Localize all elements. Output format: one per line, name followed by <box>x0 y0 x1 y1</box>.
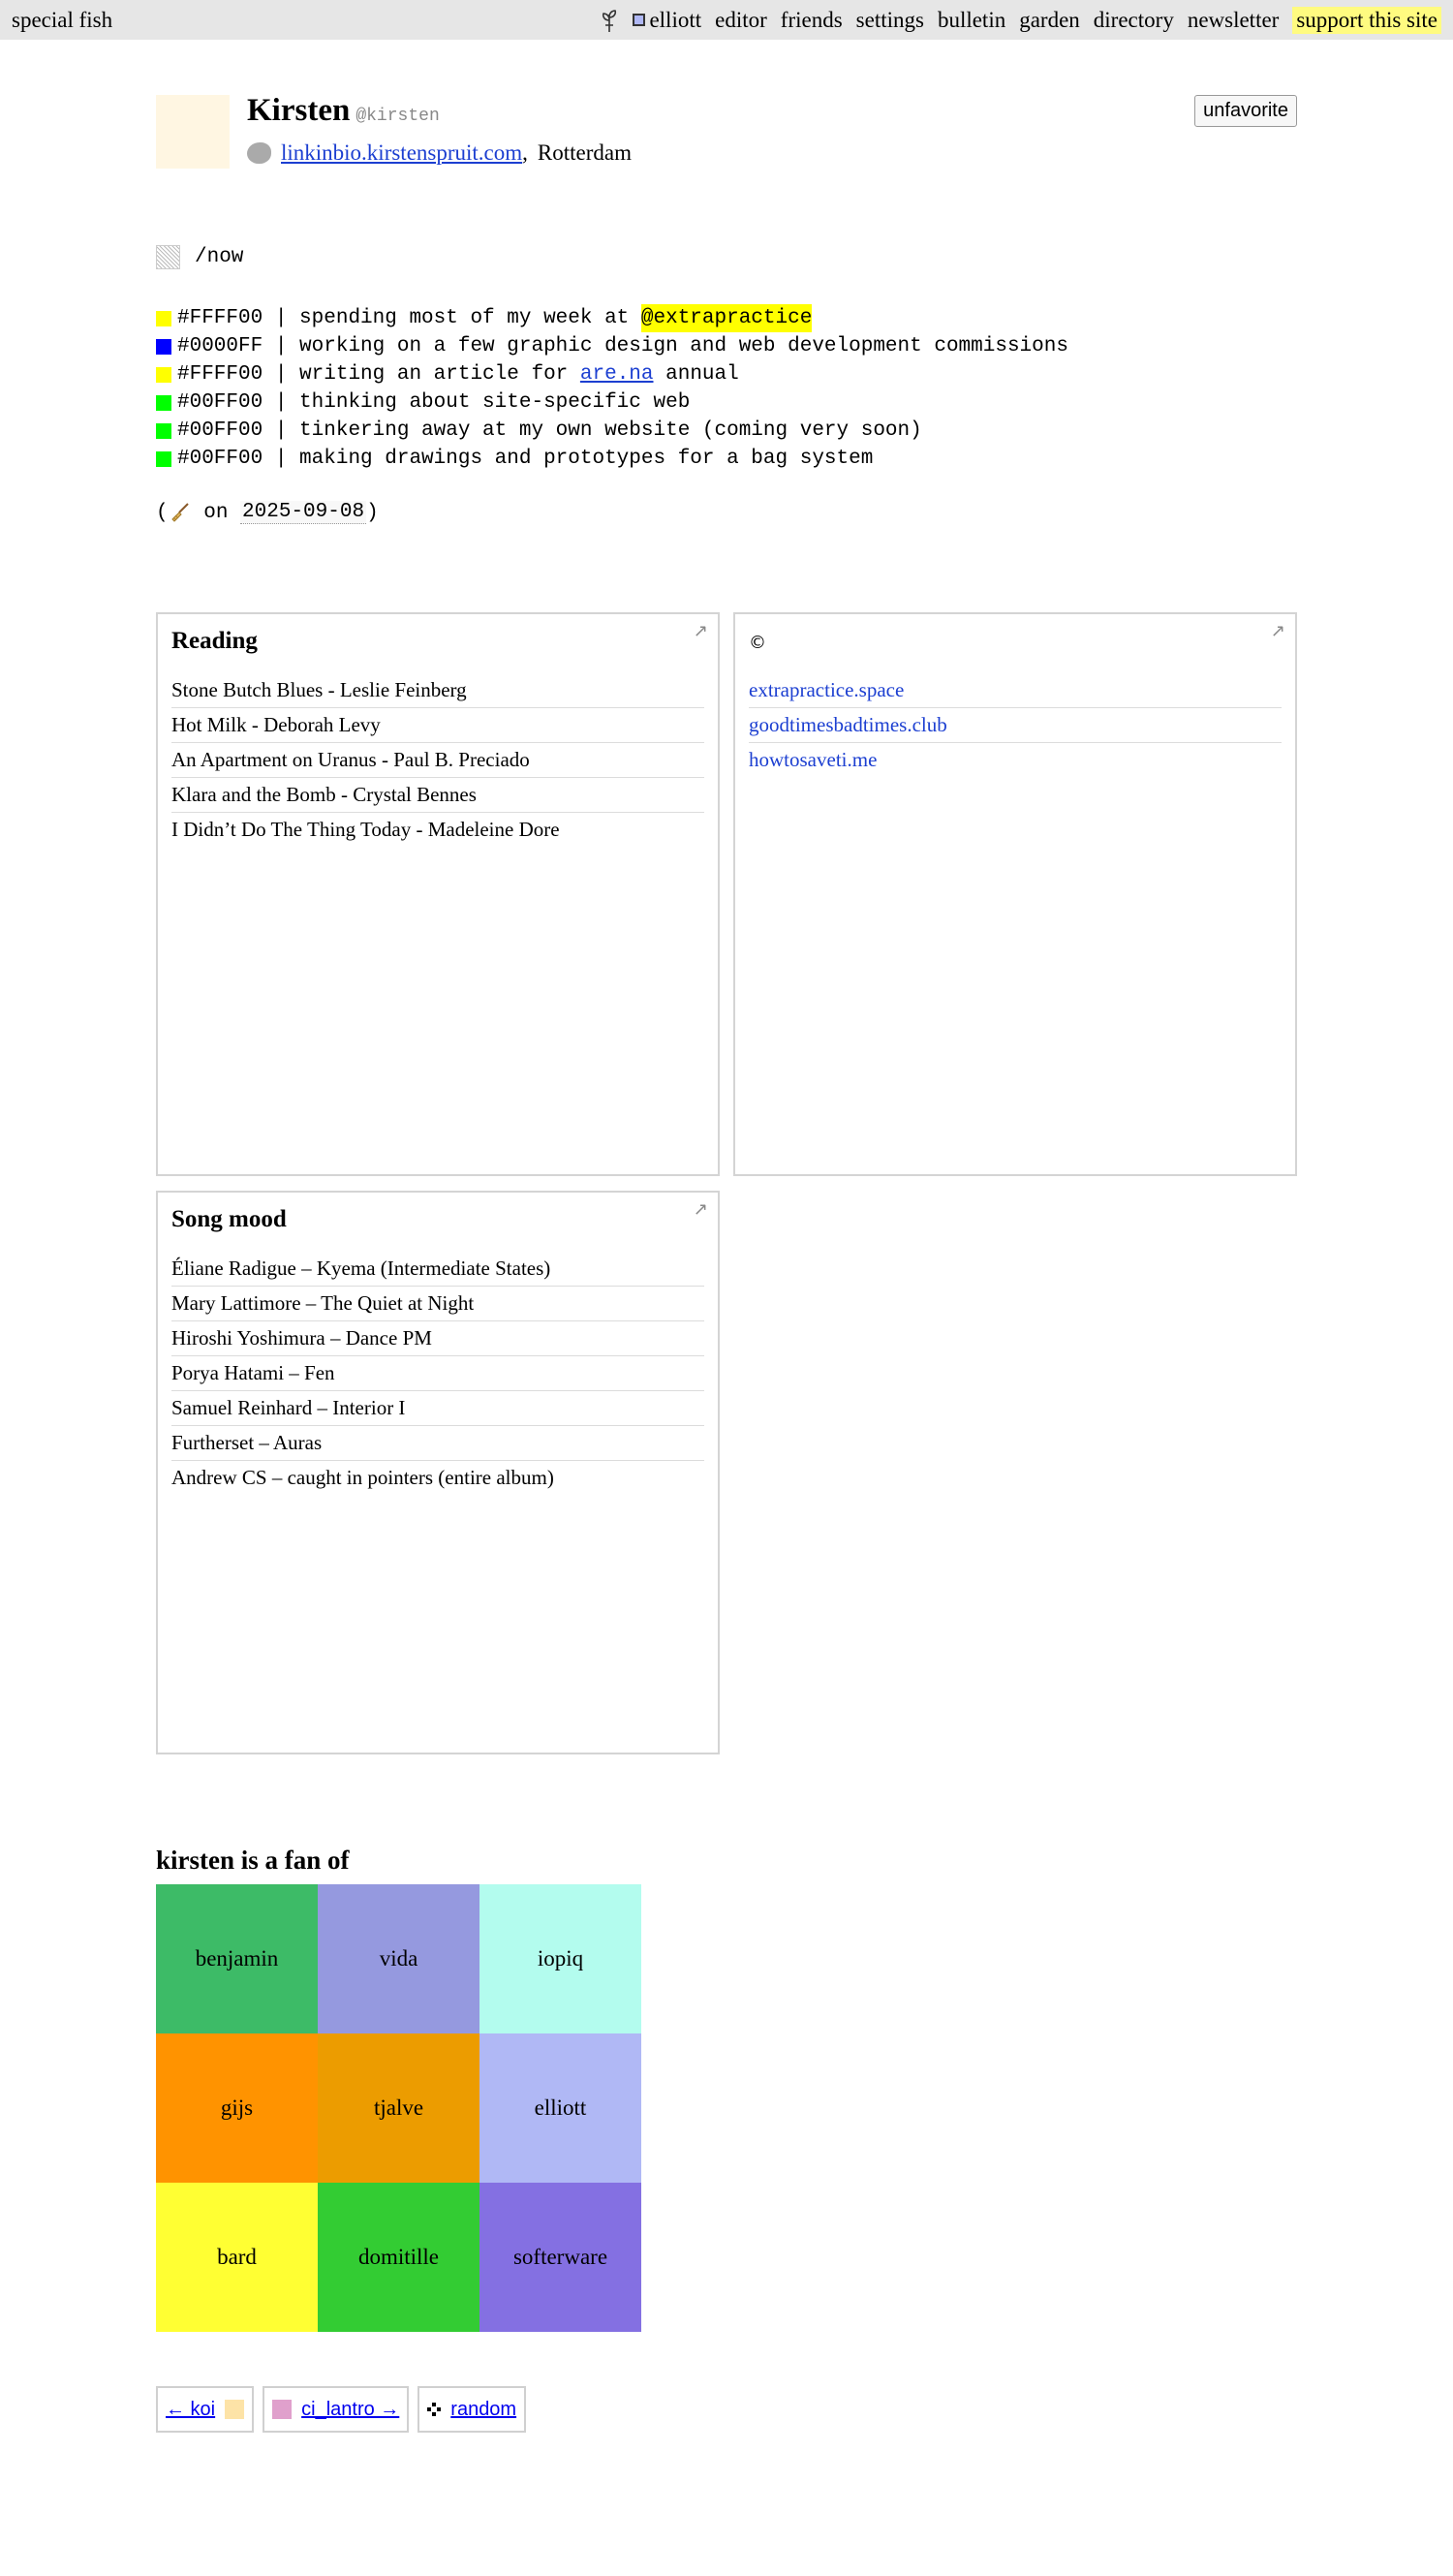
profile-header <box>156 95 1297 171</box>
separator: | <box>263 363 300 386</box>
now-list <box>156 304 1297 473</box>
now-text: spending most of my week at <box>299 307 641 329</box>
reading-list <box>171 673 704 847</box>
paren-open: ( <box>156 501 169 524</box>
fan-tile[interactable]: tjalve <box>318 2033 479 2183</box>
profile-name: Kirsten <box>247 93 351 128</box>
color-code: #0000FF <box>177 335 263 357</box>
nav-newsletter[interactable]: newsletter <box>1187 7 1280 32</box>
open-arrow-icon[interactable]: ↗ <box>693 621 708 641</box>
now-title: /now <box>195 246 244 268</box>
nav-settings[interactable]: settings <box>855 7 924 32</box>
link-item[interactable]: howtosaveti.me <box>749 748 878 771</box>
color-swatch <box>156 367 171 383</box>
now-text: making drawings and prototypes for a bag system <box>299 448 874 470</box>
list-item: An Apartment on Uranus - Paul B. Preciado <box>171 743 704 778</box>
random-label: random <box>450 2398 517 2420</box>
list-item: Furtherset – Auras <box>171 1426 704 1461</box>
support-link[interactable]: support this site <box>1292 7 1441 34</box>
links-card <box>733 612 1297 1176</box>
reading-card <box>156 612 720 1176</box>
color-code: #00FF00 <box>177 391 263 414</box>
color-swatch <box>156 451 171 467</box>
now-text-after: annual <box>653 363 739 386</box>
color-code: #00FF00 <box>177 419 263 442</box>
profile-links <box>247 140 632 166</box>
fan-tile[interactable]: benjamin <box>156 1884 318 2033</box>
sprout-icon[interactable] <box>600 9 619 32</box>
separator: | <box>263 391 300 414</box>
list-item: Hiroshi Yoshimura – Dance PM <box>171 1321 704 1356</box>
fan-tile[interactable]: gijs <box>156 2033 318 2183</box>
now-item <box>156 388 1297 417</box>
copyright-icon: © <box>749 633 766 653</box>
color-swatch <box>156 395 171 411</box>
random-icon <box>427 2403 441 2416</box>
color-code: #00FF00 <box>177 448 263 470</box>
profile-title <box>247 95 440 127</box>
updated-date: 2025-09-08 <box>242 501 365 523</box>
song-list <box>171 1252 704 1495</box>
now-highlight: @extrapractice <box>641 304 812 332</box>
arena-link[interactable]: are.na <box>579 363 654 386</box>
fans-title: kirsten is a fan of <box>156 1846 350 1875</box>
prev-color-swatch <box>225 2400 244 2419</box>
updated-on: on <box>191 501 241 524</box>
blob-icon <box>247 142 271 164</box>
fan-tile[interactable]: iopiq <box>479 1884 641 2033</box>
now-updated <box>156 501 1297 524</box>
open-arrow-icon[interactable]: ↗ <box>1270 621 1285 641</box>
now-item <box>156 360 1297 388</box>
nav-bulletin[interactable]: bulletin <box>937 7 1006 32</box>
separator: | <box>263 448 300 470</box>
fans-grid <box>156 1884 641 2332</box>
now-item <box>156 332 1297 360</box>
song-mood-card <box>156 1191 720 1754</box>
self-profile-link[interactable] <box>633 8 701 33</box>
pattern-icon <box>156 245 180 269</box>
random-profile-button[interactable] <box>417 2386 526 2433</box>
nav-friends[interactable]: friends <box>780 7 843 32</box>
fan-tile[interactable]: vida <box>318 1884 479 2033</box>
color-code: #FFFF00 <box>177 363 263 386</box>
color-code: #FFFF00 <box>177 307 263 329</box>
list-item: Hot Milk - Deborah Levy <box>171 708 704 743</box>
cards-grid <box>156 612 1297 1754</box>
prev-profile-button[interactable] <box>156 2386 254 2433</box>
now-text: working on a few graphic design and web development commissions <box>299 335 1068 357</box>
card-title: Song mood <box>171 1206 287 1232</box>
top-bar <box>0 0 1453 40</box>
site-name-link[interactable]: special fish <box>12 7 113 32</box>
next-profile-button[interactable] <box>263 2386 409 2433</box>
top-nav <box>600 7 1441 34</box>
open-arrow-icon[interactable]: ↗ <box>693 1199 708 1220</box>
link-item[interactable]: goodtimesbadtimes.club <box>749 708 1282 743</box>
list-item: Andrew CS – caught in pointers (entire album) <box>171 1466 554 1489</box>
main-content <box>156 95 1297 2433</box>
separator: | <box>263 419 300 442</box>
profile-separator: , <box>522 140 528 165</box>
profile-website-link[interactable]: linkinbio.kirstenspruit.com <box>281 140 523 165</box>
links-list <box>749 673 1282 777</box>
nav-editor[interactable]: editor <box>715 7 767 32</box>
now-text: thinking about site-specific web <box>299 391 691 414</box>
list-item: Éliane Radigue – Kyema (Intermediate States) <box>171 1252 704 1287</box>
card-title <box>749 628 1282 657</box>
self-name: elliott <box>649 7 702 32</box>
self-color-swatch <box>633 14 645 26</box>
list-item: Mary Lattimore – The Quiet at Night <box>171 1287 704 1321</box>
list-item: Porya Hatami – Fen <box>171 1356 704 1391</box>
paren-close: ) <box>366 501 379 524</box>
color-swatch <box>156 423 171 439</box>
fan-tile[interactable]: elliott <box>479 2033 641 2183</box>
avatar <box>156 95 230 169</box>
profile-handle: @kirsten <box>356 107 440 126</box>
color-swatch <box>156 339 171 355</box>
unfavorite-button[interactable]: unfavorite <box>1194 95 1297 127</box>
next-color-swatch <box>272 2400 292 2419</box>
now-item <box>156 304 1297 332</box>
now-text: writing an article for <box>299 363 580 386</box>
now-text: tinkering away at my own website (coming very soon) <box>299 419 922 442</box>
now-item <box>156 445 1297 473</box>
next-label: ci_lantro → <box>301 2398 400 2420</box>
ring-nav <box>156 2386 1297 2433</box>
prev-label: ← koi <box>166 2398 216 2420</box>
broom-icon <box>169 501 192 524</box>
nav-directory[interactable]: directory <box>1093 7 1174 32</box>
nav-garden[interactable]: garden <box>1019 7 1080 32</box>
now-heading <box>156 245 1297 269</box>
list-item: I Didn’t Do The Thing Today - Madeleine Dore <box>171 818 560 841</box>
separator: | <box>263 335 300 357</box>
fan-tile[interactable]: bard <box>156 2183 318 2332</box>
link-item[interactable]: extrapractice.space <box>749 673 1282 708</box>
list-item: Klara and the Bomb - Crystal Bennes <box>171 778 704 813</box>
card-title: Reading <box>171 628 258 654</box>
fan-tile[interactable]: softerware <box>479 2183 641 2332</box>
list-item: Stone Butch Blues - Leslie Feinberg <box>171 673 704 708</box>
fan-tile[interactable]: domitille <box>318 2183 479 2332</box>
profile-location: Rotterdam <box>537 140 632 165</box>
separator: | <box>263 307 300 329</box>
now-item <box>156 417 1297 445</box>
list-item: Samuel Reinhard – Interior I <box>171 1391 704 1426</box>
color-swatch <box>156 311 171 326</box>
